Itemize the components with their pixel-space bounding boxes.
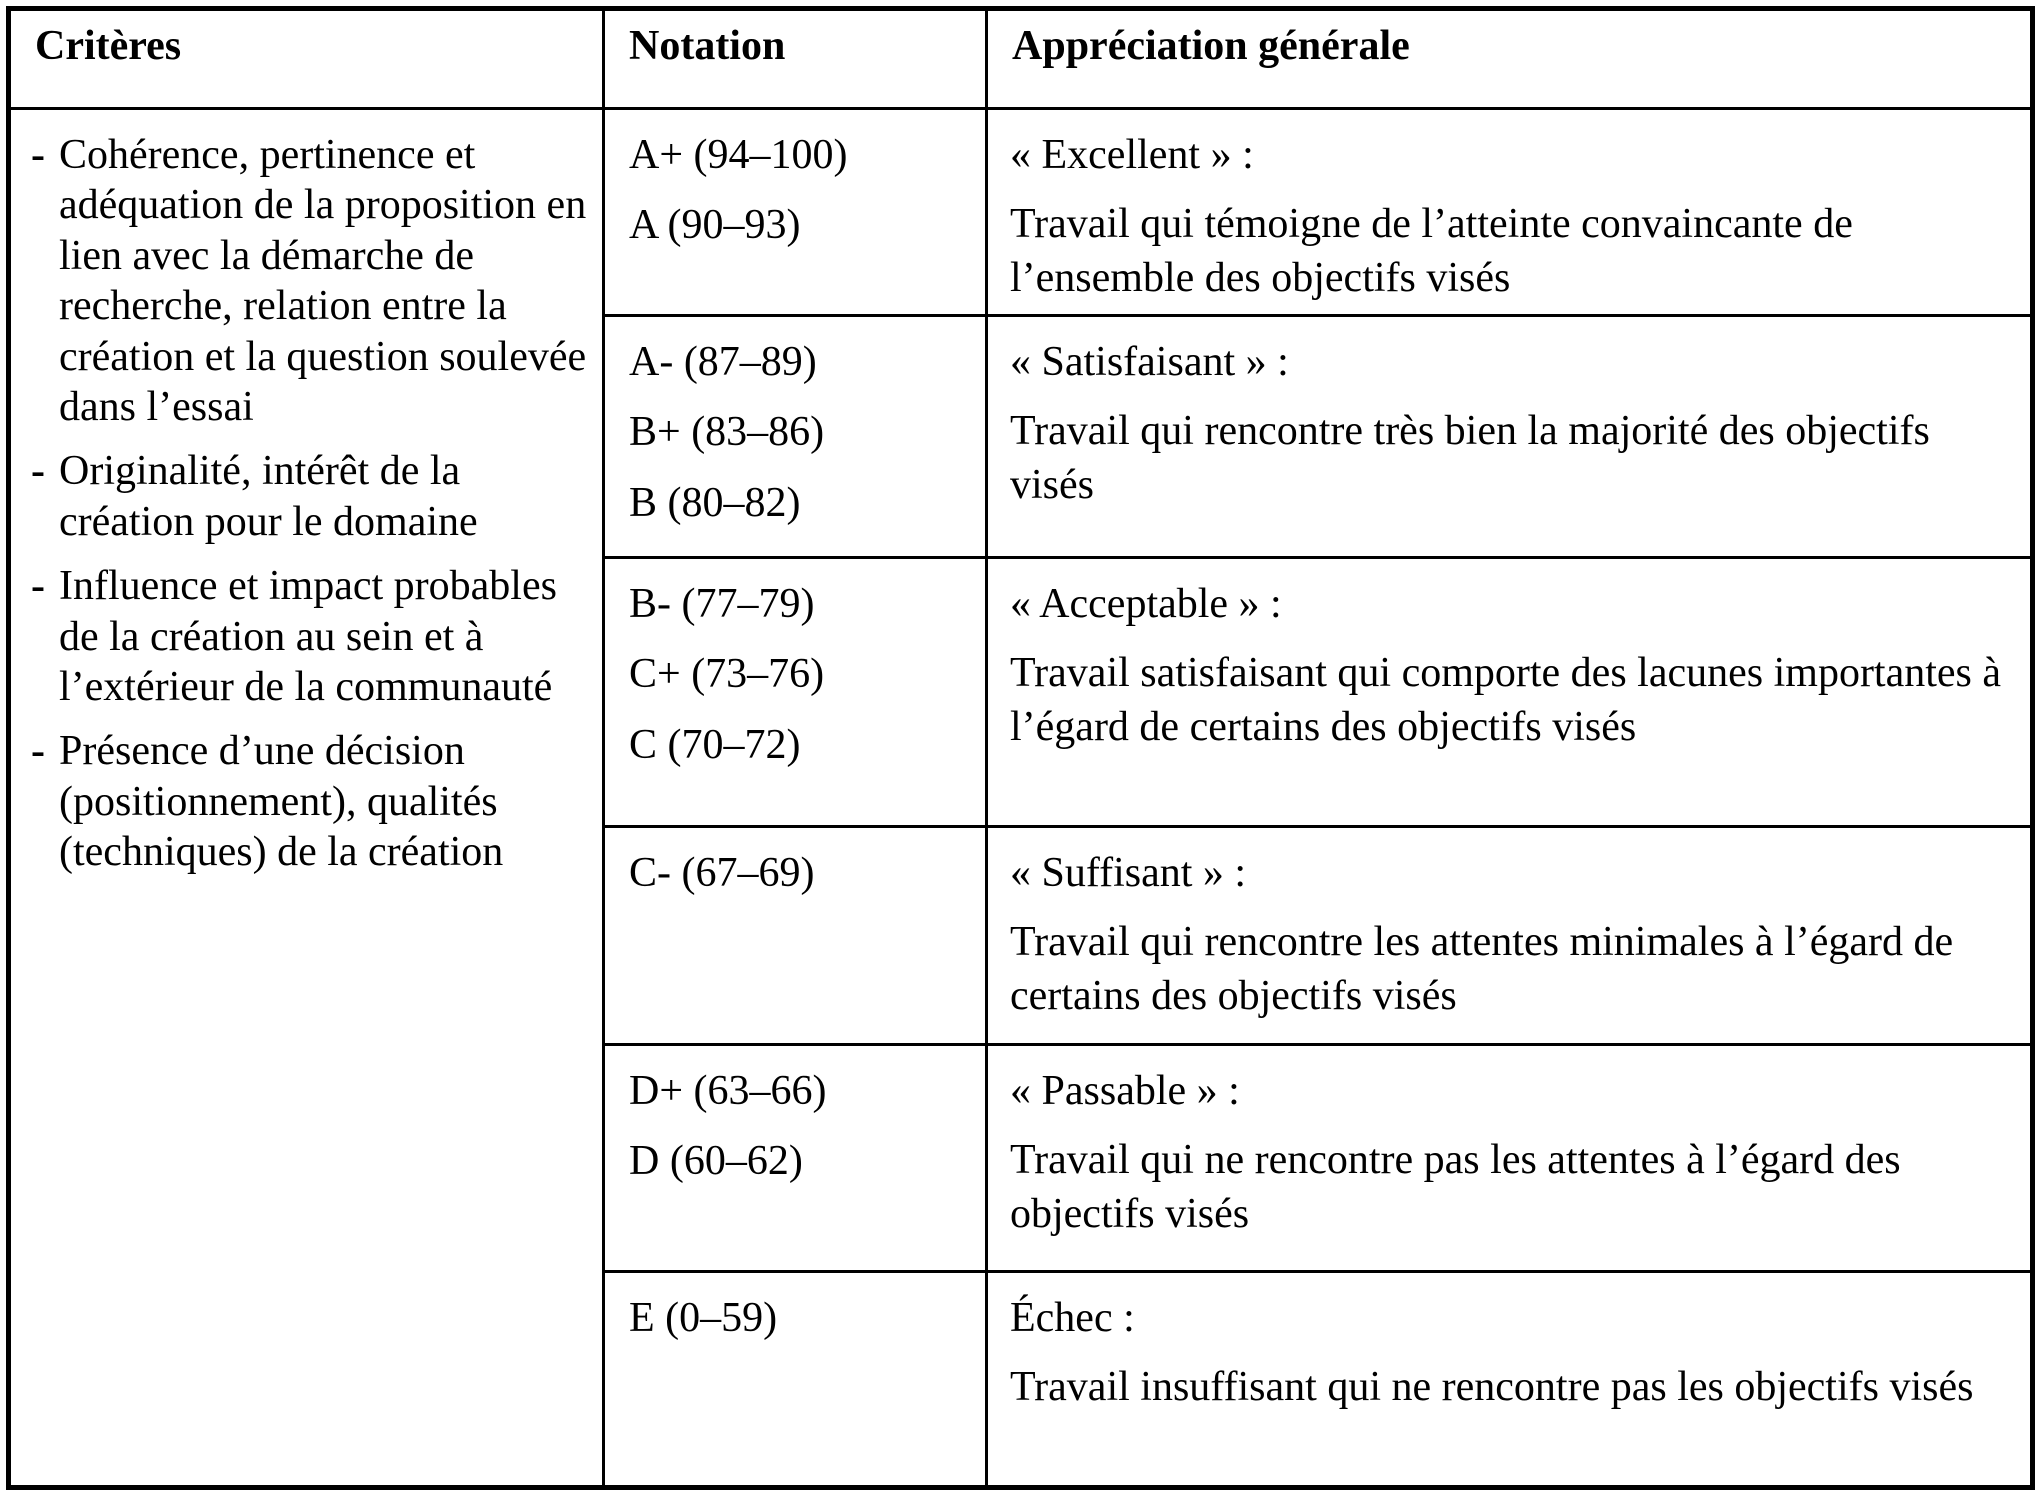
header-row	[9, 9, 2033, 109]
grade-range: C (70–72)	[629, 721, 801, 768]
appreciation-label: Échec :	[1010, 1295, 1135, 1342]
criteria-item	[31, 130, 590, 432]
column-header-appreciation: Appréciation générale	[987, 9, 2033, 109]
grade-range: A (90–93)	[629, 202, 801, 249]
notation-cell-satisfaisant	[604, 315, 987, 557]
appreciation-description: Travail insuffisant qui ne rencontre pas les objectifs visés	[1010, 1364, 1974, 1411]
criteria-item-text: Originalité, intérêt de la création pour le domaine	[59, 448, 478, 545]
appreciation-description: Travail qui rencontre les attentes minimales à l’égard de certains des objectifs visés	[1010, 919, 1954, 1020]
appreciation-label: « Suffisant » :	[1010, 850, 1247, 897]
grade-range: B+ (83–86)	[629, 409, 825, 456]
criteria-item-text: Influence et impact probables de la création au sein et à l’extérieur de la communauté	[59, 563, 557, 710]
bullet-dash: -	[31, 132, 45, 178]
bullet-dash: -	[31, 563, 45, 610]
notation-cell-passable	[604, 1045, 987, 1272]
appreciation-cell-suffisant	[987, 827, 2033, 1045]
notation-cell-acceptable	[604, 558, 987, 827]
grade-range: C+ (73–76)	[629, 651, 825, 698]
grade-range: A+ (94–100)	[629, 132, 848, 178]
bullet-dash: -	[31, 448, 45, 495]
appreciation-description: Travail qui rencontre très bien la majorité des objectifs visés	[1010, 408, 1930, 509]
appreciation-description: Travail satisfaisant qui comporte des lacunes importantes à l’égard de certains des objectifs visés	[1010, 650, 2002, 751]
criteria-item-text: Présence d’une décision (positionnement), qualités (techniques) de la création	[59, 728, 504, 876]
grade-range: A- (87–89)	[629, 338, 817, 385]
appreciation-cell-echec	[987, 1272, 2033, 1488]
grade-range: B- (77–79)	[629, 581, 815, 628]
notation-cell-excellent	[604, 109, 987, 316]
notation-cell-suffisant	[604, 827, 987, 1045]
criteria-cell	[9, 109, 604, 1488]
appreciation-label: « Excellent » :	[1010, 132, 1254, 178]
criteria-item	[31, 726, 590, 877]
grade-range: D+ (63–66)	[629, 1068, 827, 1115]
column-header-criteres: Critères	[9, 9, 604, 109]
grade-range: E (0–59)	[629, 1295, 778, 1342]
appreciation-cell-passable	[987, 1045, 2033, 1272]
appreciation-cell-excellent	[987, 109, 2033, 316]
appreciation-description: Travail qui témoigne de l’atteinte convaincante de l’ensemble des objectifs visés	[1010, 201, 1853, 302]
criteria-item	[31, 561, 590, 712]
appreciation-cell-satisfaisant	[987, 315, 2033, 557]
appreciation-cell-acceptable	[987, 558, 2033, 827]
appreciation-label: « Satisfaisant » :	[1010, 338, 1289, 385]
appreciation-description: Travail qui ne rencontre pas les attentes à l’égard des objectifs visés	[1010, 1137, 1901, 1238]
column-header-notation: Notation	[604, 9, 987, 109]
grade-range: B (80–82)	[629, 479, 801, 526]
appreciation-label: « Passable » :	[1010, 1068, 1240, 1115]
grade-range: D (60–62)	[629, 1138, 803, 1185]
grade-range: C- (67–69)	[629, 850, 815, 897]
table-row-excellent	[9, 109, 2033, 316]
appreciation-label: « Acceptable » :	[1010, 581, 1282, 628]
criteria-item	[31, 446, 590, 547]
criteria-item-text: Cohérence, pertinence et adéquation de la proposition en lien avec la démarche de recherche, relation entre la création et la question soulevée dans l’essai	[59, 132, 587, 430]
bullet-dash: -	[31, 728, 45, 775]
grading-rubric-table	[6, 6, 2035, 1490]
notation-cell-echec	[604, 1272, 987, 1488]
